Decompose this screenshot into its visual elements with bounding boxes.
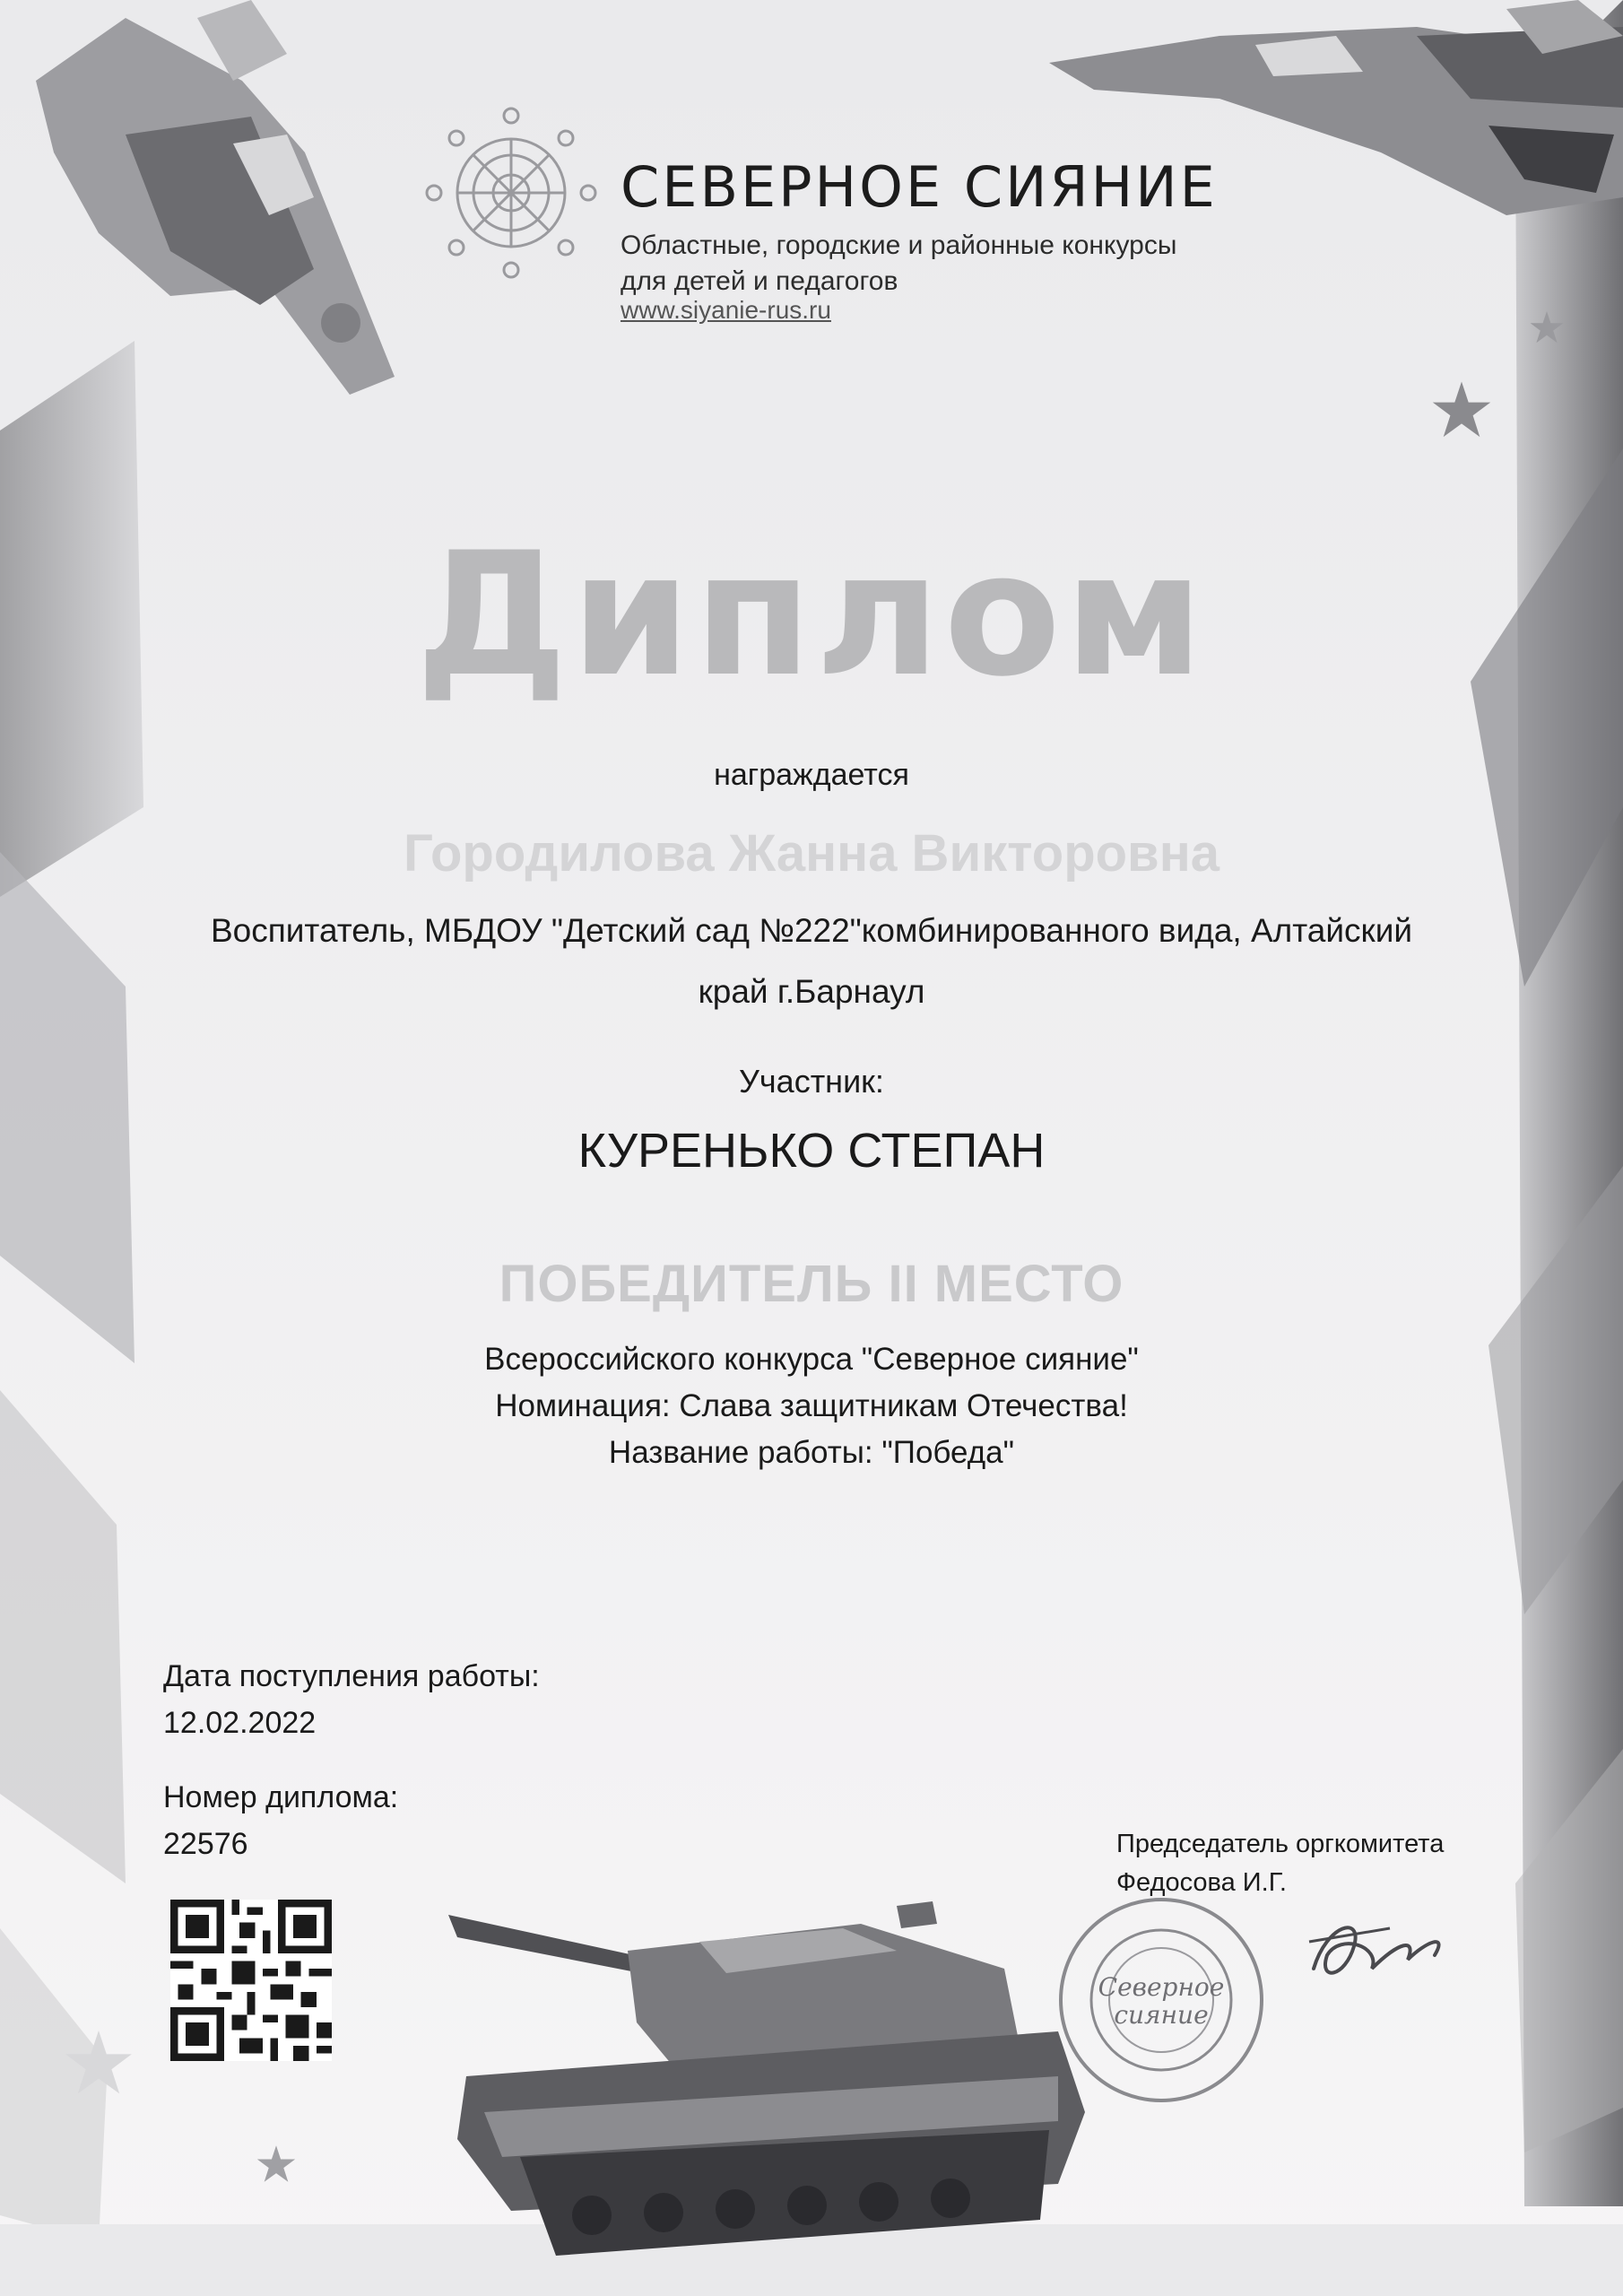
award-result: ПОБЕДИТЕЛЬ II МЕСТО: [499, 1255, 1124, 1313]
star-icon: [63, 2027, 135, 2099]
diploma-number-label: Номер диплома:: [163, 1780, 399, 1814]
participant-name: КУРЕНЬКО СТЕПАН: [577, 1124, 1046, 1178]
star-icon: [1430, 378, 1493, 441]
date-label: Дата поступления работы:: [163, 1659, 540, 1693]
stamp-text: сияние: [1114, 2000, 1209, 2030]
star-icon: [1529, 309, 1565, 345]
diploma-number-value: 22576: [163, 1827, 248, 1861]
organizer-description-line: для детей и педагогов: [621, 266, 898, 296]
contest-info: [0, 1336, 1623, 1476]
handwritten-signature: [1300, 1906, 1453, 1996]
number-block: [163, 1774, 398, 1867]
date-value: 12.02.2022: [163, 1706, 317, 1740]
signer-role: Председатель оргкомитета: [1116, 1830, 1445, 1858]
organizer-description: [621, 228, 1176, 300]
teacher-position: [161, 900, 1462, 1022]
teacher-name: Городилова Жанна Викторовна: [403, 824, 1220, 883]
awarded-label: награждается: [714, 758, 909, 792]
nomination: Номинация: Слава защитникам Отечества!: [495, 1388, 1128, 1423]
contest-name: Всероссийского конкурса "Северное сияние": [484, 1342, 1139, 1377]
organization-stamp: [1054, 1892, 1269, 2108]
diploma-title: Диплом: [415, 516, 1208, 714]
organizer-website-link[interactable]: www.siyanie-rus.ru: [621, 296, 831, 324]
fighter-jet-image: [18, 0, 412, 413]
date-block: [163, 1653, 540, 1746]
star-icon: [256, 2144, 297, 2185]
qr-code[interactable]: [170, 1900, 332, 2061]
signer-name: Федосова И.Г.: [1116, 1868, 1287, 1897]
ornamental-sun-emblem: [421, 103, 601, 283]
stamp-text: Северное: [1098, 1972, 1225, 2002]
tank-image: [430, 1888, 1112, 2283]
teacher-position-line: край г.Барнаул: [698, 973, 925, 1010]
teacher-position-line: Воспитатель, МБДОУ "Детский сад №222"комбинированного вида, Алтайский: [210, 912, 1413, 949]
participant-label: Участник:: [739, 1063, 884, 1100]
signer-block: [1116, 1825, 1444, 1902]
organizer-name: СЕВЕРНОЕ СИЯНИЕ: [621, 154, 1218, 220]
work-title: Название работы: "Победа": [608, 1435, 1015, 1470]
organizer-description-line: Областные, городские и районные конкурсы: [621, 230, 1177, 260]
